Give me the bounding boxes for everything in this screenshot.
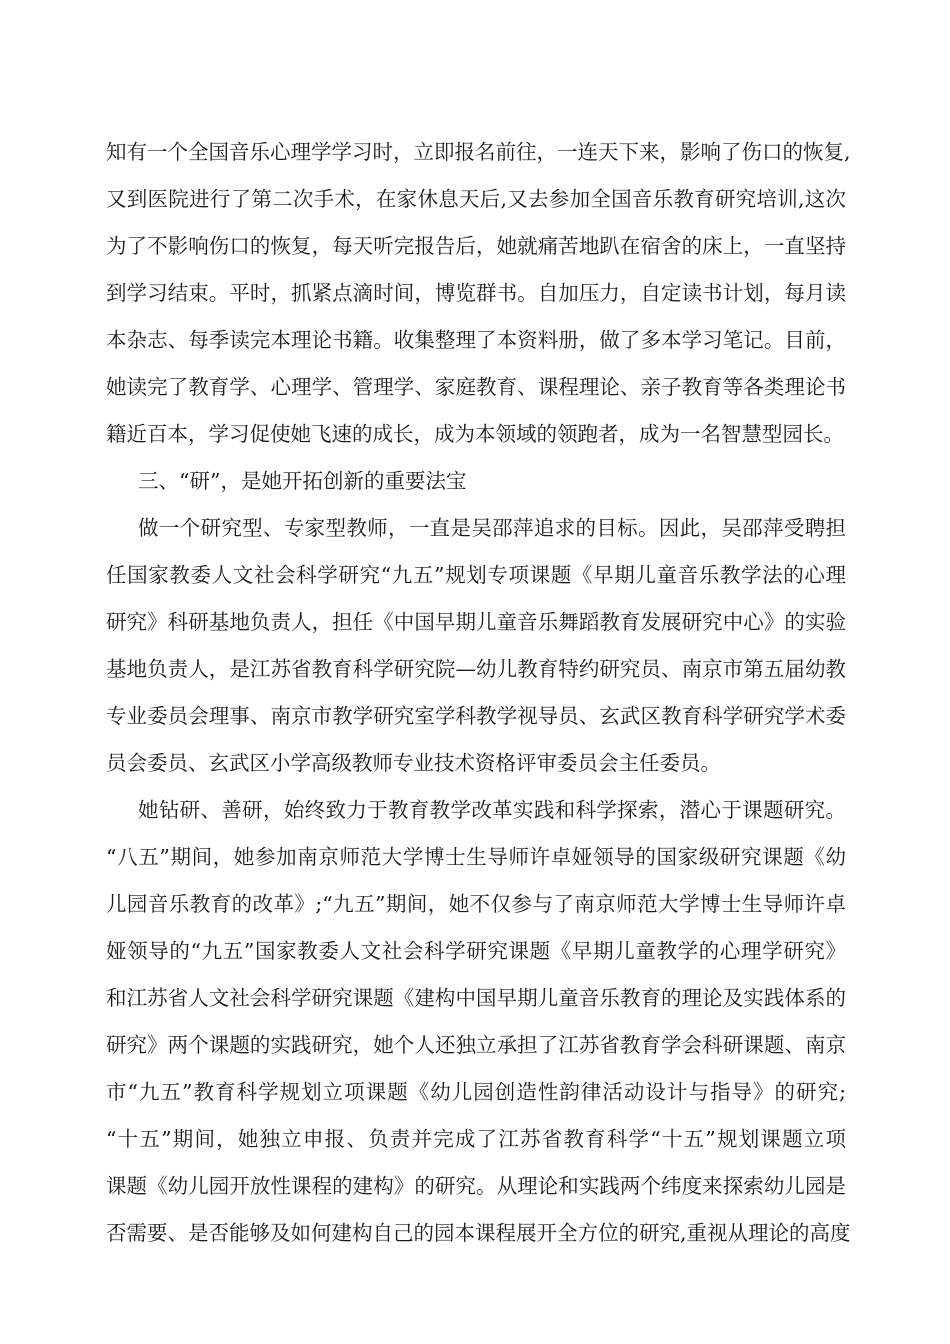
text-line: 和江苏省人文社会科学研究课题《建构中国早期儿童音乐教育的理论及实践体系的 [106,986,846,1010]
text-line: 到学习结束。平时，抓紧点滴时间，博览群书。自加压力，自定读书计划，每月读 [106,281,846,305]
text-line: 本杂志、每季读完本理论书籍。收集整理了本资料册，做了多本学习笔记。目前， [106,328,846,352]
text-line: “八五”期间，她参加南京师范大学博士生导师许卓娅领导的国家级研究课题《幼 [106,845,846,869]
text-line: 她钻研、善研，始终致力于教育教学改革实践和科学探索，潜心于课题研究。 [138,798,846,822]
text-line: 娅领导的“九五”国家教委人文社会科学研究课题《早期儿童教学的心理学研究》 [106,939,846,963]
text-line: 员会委员、玄武区小学高级教师专业技术资格评审委员会主任委员。 [106,751,721,775]
text-line: 研究》科研基地负责人，担任《中国早期儿童音乐舞蹈教育发展研究中心》的实验 [106,610,846,634]
text-line: 做一个研究型、专家型教师，一直是吴邵萍追求的目标。因此，吴邵萍受聘担 [138,516,846,540]
text-line: 她读完了教育学、心理学、管理学、家庭教育、课程理论、亲子教育等各类理论书 [106,375,846,399]
text-line: 籍近百本，学习促使她飞速的成长，成为本领域的领跑者，成为一名智慧型园长。 [106,422,844,446]
text-line: 研究》两个课题的实践研究，她个人还独立承担了江苏省教育学会科研课题、南京 [106,1033,846,1057]
text-line: 儿园音乐教育的改革》;“九五”期间，她不仅参与了南京师范大学博士生导师许卓 [106,892,846,916]
text-line: 基地负责人，是江苏省教育科学研究院—幼儿教育特约研究员、南京市第五届幼教 [106,657,846,681]
text-line: 又到医院进行了第二次手术，在家休息天后,又去参加全国音乐教育研究培训,这次 [106,187,846,211]
text-line: 任国家教委人文社会科学研究“九五”规划专项课题《早期儿童音乐教学法的心理 [106,563,846,587]
section-heading: 三、“研”，是她开拓创新的重要法宝 [138,469,467,493]
text-line: 课题《幼儿园开放性课程的建构》的研究。从理论和实践两个纬度来探索幼儿园是 [106,1174,846,1198]
text-line: 市“九五”教育科学规划立项课题《幼儿园创造性韵律活动设计与指导》的研究; [106,1080,846,1104]
text-line: 否需要、是否能够及如何建构自己的园本课程展开全方位的研究,重视从理论的高度 [106,1221,851,1245]
text-line: 为了不影响伤口的恢复，每天听完报告后，她就痛苦地趴在宿舍的床上，一直坚持 [106,234,846,258]
text-line: 知有一个全国音乐心理学学习时，立即报名前往，一连天下来，影响了伤口的恢复, [106,140,851,164]
text-line: 专业委员会理事、南京市教学研究室学科教学视导员、玄武区教育科学研究学术委 [106,704,846,728]
text-line: “十五”期间，她独立申报、负责并完成了江苏省教育科学“十五”规划课题立项 [106,1127,846,1151]
